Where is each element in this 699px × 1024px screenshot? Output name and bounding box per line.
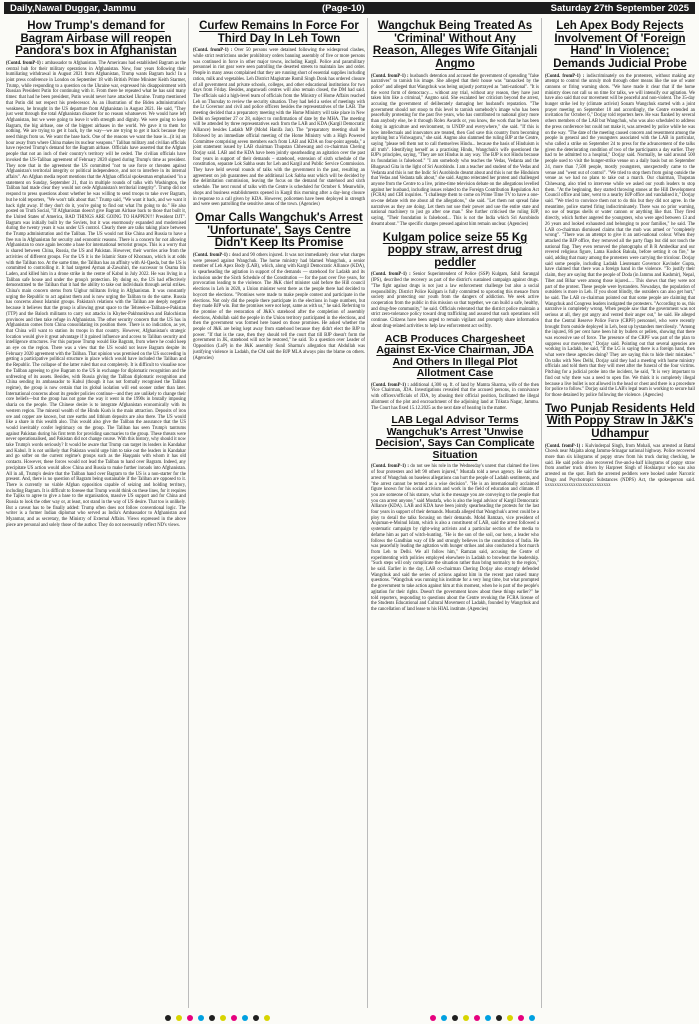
registration-dot bbox=[209, 1015, 215, 1021]
article-text: indiscriminately on the protesters, without making any attempt to control the unruly mob through other means like the use of water cannons or firing warning shots. "We have made it clear that if the home ministry does not call us on time for talks, we will intensify our agitation. We have also said that our movement will be peaceful and non-violent. The 35-day hunger strike led by (climate activist) Sonam Wangchuk started with a joint prayer meeting on September 10 and accordingly, the Centre extended an invitation for October 6," Dorjay told reporters here. He was flanked by several others members of the LAB but Wangchuk, who was also scheduled to address the press conference but could not make it, was arrested by police while he was on the way. "The date of the meeting caused concern and resentment among the people in general and the youngsters associated with the LAB in particular, who called a strike on September 24 to press for the advancement of the talks given the deteriorating condition of two of the participants a day earlier. They had to be admitted to a hospital," Dorjay said. Normally, he said around 500 people used to visit the hunger-strike venue on a daily basis but on September 24, more than 7,500 people, mostly youngsters, unexpectedly came to the venue and "went out of control". "We tried to stop them from going outside the venue as we had no plans to take out a march. Our chairman, Thupstan Chhewang, also tried to intervene while we asked our youth leaders to stop them. "At the beginning, they started throwing stones at the Hill Development Council office and later, went to a nearby BJP office and vandalised it," Dorjay said. "We tried to convince them not to do this but they did not agree. In the meantime, police started firing indiscriminately. There was no prior warning, no use of teargas shells or water cannon or anything like that. They fired directly, which further angered the youngsters, who were aged between 13 and 26 years and looked exhausted and belonging to poor families," he said. The LAB co-chairman dismissed claims that the mob was armed or "completely wrong". "There was an attempt to give it an anti-national colour. When they attacked the BJP office, they removed all the party flags but did not touch the national flag. They even removed the photographs of B R Ambedkar and our revered religious figure, Lama Kushok Bakula, before setting it on fire," he said, adding that many among the protesters were carrying the tricolour. Dorjay said some people, including Ladakh Lieutenant Governor Kavinder Gupta, have claimed that there was a foreign hand in the violence. "To justify their claim, they are saying that the people of Doda (in Jammu and Kashmir), Nepal, Tibet and Bihar were among those injured..... This shows that they were not part of the protest. These people were bystanders. Nowadays, the population of outsiders is more in Leh. If you shoot blindly, the outsiders can also get hurt," he said. The LAB co-chairman pointed out that some people are claiming that Wangchuk and Congress leaders instigated the protesters. "According to us, this narrative is completely wrong. When people saw that the government was not serious at all, they got angry and vented their anger out," he said. He alleged that the Central Reserve Police Force (CRPF) personnel, who were recently brought from outside deployed in Leh, beat up bystanders mercilessly. "Among the injured, 86 per cent have been hit by bullets or pellets, showing that there was excessive use of force. The presence of the CRPF was part of the plan to suppress our movement," Dorjay said. Pointing out that several agencies are working in Ladakh, he said, "If the LG is saying there is a foreign hand, then what were these agencies doing? They are saying this to hide their mistakes." On talks with New Delhi, Dorjay said they had a meeting with home ministry officials and told them that they will meet after the funeral of the four victims. Pitching for a judicial probe into the incident, he said, "It is very important to find out why there was a need to open fire. We think it is completely illegal because a live bullet is not allowed in the head or chest and there is a procedure for police to follow." Dorjay said the LAB's legal team is working to secure bail for those detained by police following the violence. (Agencies) bbox=[545, 73, 695, 398]
article-headline: Omar Calls Wangchuk's Arrest 'Unfortunate', Says Centre Didn't Keep Its Promise bbox=[195, 211, 363, 250]
registration-dot bbox=[264, 1015, 270, 1021]
column-1 bbox=[6, 18, 186, 1008]
color-bar-right bbox=[430, 1015, 535, 1021]
article-apex-body bbox=[545, 20, 695, 399]
article-angmo bbox=[371, 20, 539, 228]
article-body bbox=[193, 253, 365, 361]
registration-marks bbox=[0, 1012, 699, 1024]
registration-dot bbox=[507, 1015, 513, 1021]
registration-dot bbox=[474, 1015, 480, 1021]
article-dateline: (Contd. fromP-1) : bbox=[371, 272, 411, 278]
article-dateline: (Contd. fromP-1) : bbox=[6, 60, 44, 66]
article-omar bbox=[193, 212, 365, 361]
article-headline: Leh Apex Body Rejects Involvement Of 'Foreign Hand' In Violence; Demands Judicial Probe bbox=[553, 20, 687, 70]
article-body bbox=[371, 464, 539, 612]
registration-dot bbox=[452, 1015, 458, 1021]
article-headline: Kulgam police seize 55 Kg poppy straw, arrest drug peddler bbox=[382, 231, 528, 269]
article-body bbox=[371, 272, 539, 329]
article-dateline: (Contd. fromP-1) : bbox=[545, 443, 584, 449]
registration-dot bbox=[253, 1015, 259, 1021]
color-bar-left bbox=[165, 1015, 270, 1021]
column-4 bbox=[545, 18, 695, 1008]
article-curfew bbox=[193, 20, 365, 208]
article-body bbox=[6, 61, 186, 529]
article-body bbox=[545, 74, 695, 399]
article-text: Kulvinderpal Singh, from Mohali, was arrested at Battal Chowk near Majalta along Jammu-Srinagar national highway. Police recovered more than six kilograms of poppy straw from his truck during checking, he said. He said police also recovered five-and-a-half kilograms of poppy straw from another truck driven by Harpreet Singh of Hoshiarpur who was also arrested on the spot. Both the arrested peddlers were booked under Narcotic Drugs and Psychotropic Substances (NDPS) Act, the spokesperson said. xxxxxxxxxxxxxxxxxxxxxxxxxxxx bbox=[545, 443, 695, 489]
registration-dot bbox=[463, 1015, 469, 1021]
registration-dot bbox=[529, 1015, 535, 1021]
column-2 bbox=[193, 18, 365, 1008]
article-text: Over 50 persons were detained following the widespread clashes, while strict restrictions under prohibitory orders banning assembly of five or more persons was continued in force in other major towns, including Kargil. Police and paramilitary personnel in riot gear were seen patrolling the deserted streets to maintain law and order. People in many areas complained that they are running short of essential supplies including ration, milk and vegetables. Leh District Magistrate Romil Singh Donk has ordered closure of all government and private schools, colleges, and other educational institutions for two days from Friday. Besides, anganwadi centres will also remain closed, the DM had said. The officials said a high-level team of officials from the Ministry of Home Affairs reached Leh on Thursday to review the security situation. They had held a series of meetings with the Lt Governor and civil and police officers besides the representatives of the LAB. The meeting decided that a preparatory meeting with the Home Ministry will take place in New Delhi on September 27 or 28, subject to confirmation of date by the MHA. The meeting will be attended by three representatives each from the LAB and KDA (Kargil Democratic Alliance) besides Ladakh MP (Mohd Hanifa Jan). The "preparatory meeting shall be followed by an immediate official meeting of the Home Ministry with a High Powered Committee comprising seven members each from LAB and KDA on four-point agenda," a joint statement issued by LAB chairman Thupstan Chhewang and co-chairman Chering Dorjay said. LAB and the KDA have been jointly spearheading an agitation over the past four years in support of their demands – statehood, extension of sixth schedule of the constitution, separate Lok Sabha seats for Leh and Kargil and Public Service Commission. They have held several rounds of talks with the government in the past, resulting an agreement on job guarantees and the additional Lok Sabha seat which will be decided by the delimitation commission, leaving the focus on the demand for statehood and sixth schedule. The next round of talks with the Centre is scheduled for October 6. Meanwhile, shops and business establishments opened in Kargil this morning after a day-long closure in response to a call given by KDA. However, policemen have been deployed in strength and were seen patrolling the sensitive areas of the town. (Agencies) bbox=[193, 48, 365, 208]
article-body bbox=[193, 48, 365, 208]
article-body bbox=[371, 383, 539, 412]
article-headline: Two Punjab Residents Held With Poppy Straw In J&K's Udhampur bbox=[545, 402, 695, 440]
article-body bbox=[371, 74, 539, 228]
article-headline: Wangchuk Being Treated As 'Criminal' Without Any Reason, Alleges Wife Gitanjali Angmo bbox=[372, 20, 538, 70]
article-text: do not see his role in the Wednesday's unrest that claimed the lives of four protesters and left 90 others injured," Mustafa told a news agency. He said the arrest of Wangchuk on baseless allegations can hurt the people of Ladakh sentiments, and "the arrest cannot be termed as a wise decision". "He is an internationally acclaimed figure known for his social activism and work in the field of education and climate. If you are someone of his stature, what is the message you are conveying to the people that you can arrest anyone," said Mustafa, who is also the legal advisor of Kargil Democratic Alliance (KDA). LAB and KDA have been jointly spearheading the protests for the last four years in support of their demands. Mustafa alleged that Wangchuk's arrest could be a ploy to derail the talks focusing on their demands. Mohd Ramzan, vice president of Anjuman-e-Moinul Islam, which is also a constituent of LAB, said the arrest followed a systematic campaign by right-wing activists and a particular section of the media to defame him as part of witch-hunting. "He is the son of the soil, our hero, a leader who follows the Gandhian way of life and strongly believes in the constitution of India. He was peacefully leading the agitation with hunger strikes and also conducted a foot march from Leh to Delhi. We all follow him," Ramzan said, accusing the Centre of experimenting with policies employed elsewhere in Ladakh to browbeat the leadership. "Such steps will only complicate the situation rather than bring normalcy to the region," he said. Earlier in the day, LAB co-chairman Chering Dorjay also strongly defended Wangchuk and said the series of actions against him in the recent past raised many questions. "Wangchuk was running his institute for a very long time, but what prompted the government to take action against him at this moment, when he is part of the people's agitation for their rights. Doesn't the government know about these things earlier?" he told reporters, responding to questions about the Centre revoking the FCRA license of the Students Educational and Cultural Movement of Ladakh, founded by Wangchuk and the cancellation of land lease to his HIAL institute. (Agencies) bbox=[371, 464, 539, 612]
registration-dot bbox=[518, 1015, 524, 1021]
article-acb bbox=[371, 334, 539, 412]
article-text: Senior Superintendent of Police (SSP) Kulgam, Sahil Sarangal (IPS), described the recovery as part of the district's sustained campaign against drugs. "The fight against drugs is not just a law enforcement challenge but also a social responsibility. District Police Kulgam is fully committed to uprooting this menace from society and protecting our youth from the dangers of addiction. We seek active cooperation from the public in this mission so that together, we can build a safe, healthy, and drug-free community," he said. Officials reiterated that the district police maintain a strict zero-tolerance policy toward drug trafficking and assured that such operations will continue. Citizens have been urged to remain vigilant and promptly share information about drug-related activities to help law enforcement act swiftly. bbox=[371, 272, 539, 329]
article-dateline: (Contd. fromP-1) : bbox=[371, 73, 409, 79]
registration-dot bbox=[220, 1015, 226, 1021]
issue-date: Saturday 27th September 2025 bbox=[550, 2, 689, 14]
registration-dot bbox=[187, 1015, 193, 1021]
column-rule bbox=[367, 18, 368, 1008]
article-dateline: (Contd. fromP-1) : bbox=[193, 252, 231, 258]
column-rule bbox=[541, 18, 542, 1008]
registration-dot bbox=[441, 1015, 447, 1021]
article-dateline: (Contd. fromP-1) : bbox=[545, 73, 585, 79]
page-number: (Page-10) bbox=[321, 2, 365, 14]
article-text: additional 4,300 sq. ft. of land by Mamta Sharma, wife of the then Vice Chairman, JDA. Investigations revealed that the accused persons, in connivance with officers/officials of JDA, by abusing their official position, facilitated the illegal allotment of the plot and encroachment of the adjoining land at Trikuta Nagar, Jammu. The Court has fixed 15.12.2025 as the next date of hearing in the matter. bbox=[371, 382, 539, 411]
article-headline: How Trump's demand for Bagram Airbase will reopen Pandora's box in Afghanistan bbox=[15, 20, 177, 58]
registration-dot bbox=[165, 1015, 171, 1021]
column-3 bbox=[371, 18, 539, 1008]
registration-dot bbox=[496, 1015, 502, 1021]
article-headline: Curfew Remains In Force For Third Day In Leh Town bbox=[199, 20, 359, 45]
registration-dot bbox=[176, 1015, 182, 1021]
paper-name: Daily,Nawal Duggar, Jammu bbox=[10, 2, 137, 14]
article-punjab bbox=[545, 403, 695, 490]
article-text: dead and 90 others injured. It was not immediately clear what charges were pressed against Wangchuk. The home ministry had blamed Wangchuk, a senior member of Leh Apex Body (LAB), which, along with Kargil Democratic Alliance (KDA), is spearheading the agitation in support of the demands — statehood for Ladakh and its inclusion under the Sixth Schedule of the Constitution — for the past over five years, for provocation leading to the violence. The J&K chief minister said before the Hill council elections in Leh in 2020, a Union minister went there as the people there had decided to boycott the elections. "Promises were made to make people contest and participate in the elections. Not only did the people there participate in the elections in huge numbers, but they made BJP win. But the promises were not kept, same as with us," he said. Referring to the promise of the restoration of J&K's statehood after the completion of assembly elections, Abdullah said the people in the Union territory participated in the elections, and then the government was formed here based on those promises. He asked whether the people of J&K are being kept away from statehood because they didn't elect the BJP to power. "If that is the case, then they should tell the court that till BJP doesn't form the government in JK, statehood will not be restored," he said. To a question over Leader of Opposition (LoP) in the J&K assembly Sunil Sharma's allegation that Abdullah was justifying violence in Ladakh, the CM said the BJP MLA always pins the blame on others. (Agencies) bbox=[193, 252, 365, 361]
registration-dot bbox=[198, 1015, 204, 1021]
registration-dot bbox=[242, 1015, 248, 1021]
registration-dot bbox=[485, 1015, 491, 1021]
column-rule bbox=[188, 18, 189, 1008]
article-dateline: (Contd. fromP-1) : bbox=[193, 48, 233, 54]
article-bagram bbox=[6, 20, 186, 529]
article-headline: LAB Legal Advisor Terms Wangchuk's Arrest 'Unwise Decision', Says Can Complicate Situation bbox=[375, 414, 535, 461]
article-text: husband's detention and accused the government of spreading "false narratives" to tarnish his image. She alleged that their house was "ransacked by the police" and alleged that Wangchuk was being unjustly portrayed as "anti-national". "It is the worst form of democracy.... without any trial, without any reason, they have just taken him like a criminal," Angmo said. She escalated her criticism beyond the arrest, accusing the government of deliberately damaging her husband's reputation. "The government should not stoop to this level to tarnish somebody's image who has been peacefully protesting for the past five years, who has contributed to national glory more than anybody else, be it through Rolex Awards or, you know, the work that he has been doing in agriculture and environment, to UNDP and everywhere," she said. "If this is how intellectuals and innovators are treated, then God save this country from becoming anything but a Vishwaguru," she said. Angmo also slammed the ruling BJP at the Centre, saying "please tell them not to call themselves Hindu... because the basis of Hinduism is all truth". Identifying herself as a practising Hindu, Wangchuk's wife questioned the BJP's principles, saying, "They are not Hindus in any way. The BJP is not Hindu because its foundation is falsehood." "I am somebody who teaches the Vedas, Vedanta and the Bhagavad Gita in the light of Sri Aurobindo. I am a teacher and student of the Vedas and Vedanta and this is not the Indic Sri Aurobindo dreamt about and this is not the Hinduism that Vedas and Vedanta talk about," she said. Angmo reiterated her protest and challenged anyone from the Centre to a live, prime-time television debate on the allegations levelled against her husband, including issues related to the Foreign Contribution Regulation Act (FCRA) and CBI inquiries. "I challenge them to come on Prime Time TV to have a one-on-one debate with me about all the allegations," she said. "Let them not spread false narratives as they are doing. Let them not use their power and use the entire state and national machinery to just go after one man." She further criticised the ruling BJP, saying, "Their foundation is falsehood... This is not the India which Sri Aurobindo dreamt about." The specific charges pressed against him remain unclear. (Agencies) bbox=[371, 73, 539, 227]
article-lab-advisor bbox=[371, 415, 539, 612]
registration-dot bbox=[430, 1015, 436, 1021]
article-headline: ACB Produces Chargesheet Against Ex-Vice Chairman, JDA And Others In Illegal Plot Allotment Case bbox=[376, 332, 534, 380]
article-text: ambassador to Afghanistan. The Americans had established Bagram as the central hub for their military operations in Afghanistan. Now, four years following their humiliating withdrawal in August 2021 from Afghanistan, Trump wants Bagram back! In a joint press conference in London on September 18 with British Prime Minister Keith Starmer, Trump, while responding to a question on the Ukraine war, expressed his disappointment with Russian President Putin for continuing with it. From there he repeated what he has said many times: that had he been president, Putin would never have attacked Ukraine. Trump mentioned that Putin did not respect his predecessor. As an illustration of the Biden administration's weakness, he brought in the US departure from Afghanistan in August 2021. He said, "They just went through the total Afghanistan disaster for no reason whatsoever. We would have left Afghanistan, but we were going to leave it with strength and dignity. We were going to keep Bagram, the big airbase, one of the biggest airbases in the world. We gave it to them for nothing. We are trying to get it back, by the way—we are trying to get it back because they need things from us. We want the base back. One of the reasons we want the base is...(it is) an hour away from where China makes its nuclear weapons." Taliban military and civilian officials have rejected Trump's demand for the Bagram airbase. Officials have asserted that the Afghan people that not an inch of their country's territory will be ceded. The civilian officials have invoked the US-Taliban agreement of February 2020 signed during Trump's time as president. They note that in the agreement the US committed "not to use force or threaten against Afghanistan's territorial integrity or political independence, and not to interfere in its internal affairs". An Afghan media report mentions that the Afghan official spokesman emphasised "in a statement on Sunday, September 21, that in multiple rounds of talks with Washington, the Taliban had made clear they would not cede Afghanistan's territorial integrity". Trump did not respond to press questions about whether he was willing to send troops to take over Bagram, but he told reporters, "We won't talk about that." Trump said, "We want it back, and we want it back right away. If they don't do it, you're going to find out what I'm going to do." He also posted on Truth Social, "If Afghanistan doesn't give Bagram Airbase back to those that built it, the United States of America, BAD THINGS ARE GOING TO HAPPEN!!! President DJT". Bagram was initially built by the Soviets, but it was enormously expanded and modernised during the twenty years it was under US control. Clearly there are talks taking place between the Trump administration and the Taliban. The US would not like China and Russia to have a free run in Afghanistan for security and economic reasons. There is a concern for not allowing Afghanistan to once again become a base for international terrorist groups. This is a worry that is shared between China, Russia, the US and Pakistan. However, their worries arise from the activities of different groups. For the US it is the Islamic State of Khorasan, which is at odds with the Taliban too. At the same time, the Taliban has an affinity with Al-Qaeda, but the US is committed to controlling it. It had targeted Ayman al-Zawahiri, the successor to Osama bin Laden, and killed him in a drone strike in the centre of Kabul in July 2022. He was living in a Taliban safe house and under the group's protection. By doing so, the US had effectively demonstrated to the Taliban that it had the ability to take out individuals through aerial strikes. China's main concern stems from Uighur militants living in Afghanistan. It was constantly urging the Republic to act against them and is now urging the Taliban to do the same. Russia has concerns about Islamist groups. Pakistan's relations with the Taliban are deeply negative because it believes that the group is allowing great space to the Tehreek-e-Taliban-e-Pakistan (TTP) and the Baloch militants to carry out attacks in Khyber-Pakhtunkhwa and Balochistan provinces and then take refuge in Afghanistan. The other security concern that the US has in Afghanistan comes from China consolidating its position there. There is no indication, as yet, that China will want to station its troops in that country. However, Afghanistan's strategic location would give it great advantage if it gained influence and access to Taliban security and intelligence structures. For this purpose Trump would like Bagram, from where he could keep an eye on the region. There was a view that the US would not leave Bagram despite its February 2020 agreement with the Taliban. That opinion was premised on the US succeeding in getting a participative political structure in place which would have included the Taliban and the Republic. The collapse of the latter ruled that out completely. It is difficult to visualise now the Taliban agreeing to give Bagram to the US in exchange for diplomatic recognition and the unfreezing of its assets. Besides, with Russia giving the Taliban diplomatic recognition and China sending its ambassador to Kabul (though it has not formally recognised the Taliban regime), the group is now certain that its global isolation will end sooner rather than later. International concerns about its gender policies continue—and they are unlikely to change their core beliefs—but the group has not gone the way it went in the 1990s in brutally imposing sharia on the people. The Chinese desire is to integrate Afghanistan economically with its western region. The mineral wealth of the Hindu Kush is the main attraction. Deposits of iron ore and copper are known, but rare earths and lithium deposits are also there. The US would like a share in this wealth also. This would also give the Taliban the assurance that the US would inevitably confer legitimacy on the group. The Taliban has seen Trump's tantrums against Pakistan during his first term for providing sanctuaries to the group. These threats were never operationalised, and Pakistan did not change course. With this history, why should it now take Trump's words seriously? It would be aware that Trump can target its leaders in Kandahar and Kabul. It is not unlikely that Pakistan would urge him to take out the leaders in Kandahar and go softer on the current regime's groups such as the Haqqanis with whom it has old contacts. However, these forces would not lead the Taliban to hand over Bagram. Indeed, any precipitate US action would allow China and Russia to make further inroads into Afghanistan. All in all, Trump's desire that the Taliban hand over Bagram to the US is a non-starter for the present. And, there is no question of Bagram being sustainable if the Taliban are opposed to it. There is currently no viable Afghan opposition capable of seizing and holding territory, including Bagram. It is difficult to foresee that Trump would think on these lines, for it requires the Tajiks to agree to give a base to the organisation, massive US support and for China and Russia to look the other way or, at least, not stand in the way of US desire. That too is unlikely. But a caveat has to be finally added: Trump often does not follow conventional logic. The writer is a former Indian diplomat who served as India's Ambassador to Afghanistan and Myanmar, and as secretary, the Ministry of External Affairs. Views expressed in the above piece are personal and solely those of the author. They do not necessarily reflect ND's views. bbox=[6, 60, 186, 528]
masthead bbox=[4, 2, 695, 14]
article-body bbox=[545, 444, 695, 490]
article-kulgam bbox=[371, 232, 539, 330]
article-dateline: (Contd. fromP-1) : bbox=[371, 382, 409, 388]
article-dateline: (Contd. fromP-1) : bbox=[371, 464, 409, 470]
registration-dot bbox=[231, 1015, 237, 1021]
